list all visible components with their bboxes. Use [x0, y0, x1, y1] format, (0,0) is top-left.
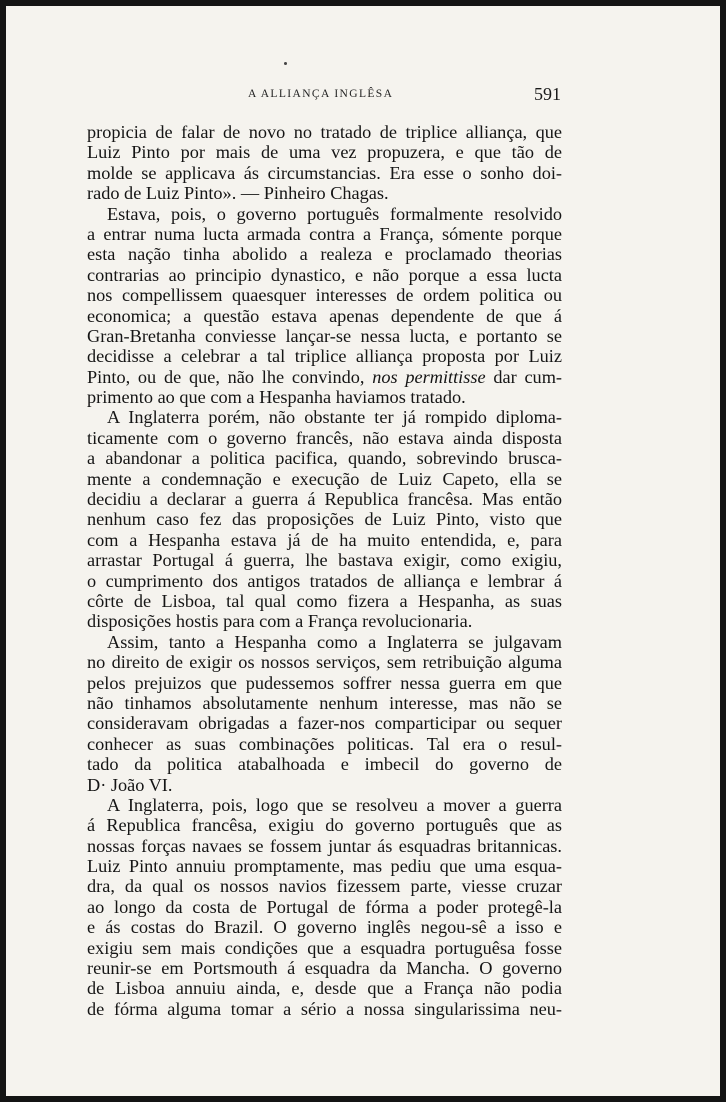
text-line: pelos prejuizos que pudessemos soffrer nessa guerra em que: [87, 672, 562, 693]
text-line: a entrar numa lucta armada contra a França, sómente porque: [87, 223, 562, 244]
text-line: Luiz Pinto por mais de uma vez propuzera, e que tão de: [87, 142, 562, 163]
text-line: A Inglaterra porém, não obstante ter já rompido diploma-: [107, 407, 562, 428]
text-line: exigiu sem mais condições que a esquadra portuguêsa fosse: [87, 937, 562, 958]
text-line: conhecer as suas combinações politicas. Tal era o resul-: [87, 733, 562, 754]
ink-speck: [284, 62, 287, 65]
text-line: Pinto, ou de que, não lhe convindo, nos permittisse dar cum-: [87, 366, 562, 387]
text-line: e ás costas do Brazil. O governo inglês negou-sê a isso e: [87, 917, 562, 938]
text-line: nossas forças navaes se fossem juntar ás esquadras britannicas.: [87, 835, 562, 856]
book-page: [6, 6, 720, 1096]
text-line: disposições hostis para com a França revolucionaria.: [87, 611, 473, 632]
text-line: propicia de falar de novo no tratado de triplice alliança, que: [87, 122, 562, 142]
text-line: a abandonar a politica pacifica, quando, sobrevindo brusca-: [87, 448, 562, 469]
running-title: A ALLIANÇA INGLÊSA: [248, 88, 394, 100]
text-line: Assim, tanto a Hespanha como a Inglaterra se julgavam: [107, 631, 562, 652]
text-line: nos compellissem quaesquer interesses de ordem politica ou: [87, 285, 562, 306]
page-number: 591: [534, 84, 561, 104]
text-line: Estava, pois, o governo português formalmente resolvido: [107, 203, 562, 224]
text-line: ticamente com o governo francês, não estava ainda disposta: [87, 427, 562, 448]
text-line: com a Hespanha estava já de ha muito entendida, e, para: [87, 529, 562, 550]
text-line: mente a condemnação e execução de Luiz Capeto, ella se: [87, 468, 562, 489]
text-line: primento ao que com a Hespanha haviamos tratado.: [87, 387, 466, 408]
text-line: côrte de Lisboa, tal qual como fizera a Hespanha, as suas: [87, 590, 562, 611]
text-line: tado da politica atabalhoada e imbecil do governo de: [87, 754, 562, 775]
text-line: contrarias ao principio dynastico, e não porque a essa lucta: [87, 264, 562, 285]
text-line: economica; a questão estava apenas dependente de que á: [87, 305, 562, 326]
text-line: ao longo da costa de Portugal de fórma a poder protegê-la: [87, 896, 562, 917]
text-line: de fórma alguma tomar a sério a nossa singularissima neu-: [87, 998, 562, 1019]
text-line: consideravam obrigadas a fazer-nos comparticipar ou sequer: [87, 713, 562, 734]
page-header: [6, 84, 720, 108]
text-line: decidisse a celebrar a tal triplice alliança proposta por Luiz: [87, 346, 562, 367]
text-line: rado de Luiz Pinto». — Pinheiro Chagas.: [87, 183, 389, 204]
text-line: de Lisboa annuiu ainda, e, desde que a França não podia: [87, 978, 562, 999]
text-line: reunir-se em Portsmouth á esquadra da Mancha. O governo: [87, 958, 562, 979]
text-line: A Inglaterra, pois, logo que se resolveu a mover a guerra: [107, 794, 562, 815]
body-text: [87, 122, 562, 1019]
text-line: não tinhamos absolutamente nenhum interesse, mas não se: [87, 692, 562, 713]
text-line: D· João VI.: [87, 774, 173, 795]
text-line: Luiz Pinto annuiu promptamente, mas pediu que uma esqua-: [87, 856, 562, 877]
text-line: nenhum caso fez das proposições de Luiz Pinto, visto que: [87, 509, 562, 530]
text-line: á Republica francêsa, exigiu do governo português que as: [87, 815, 562, 836]
text-line: esta nação tinha abolido a realeza e proclamado theorias: [87, 244, 562, 265]
text-line: dra, da qual os nossos navios fizessem parte, viesse cruzar: [87, 876, 562, 897]
text-line: decidiu a declarar a guerra á Republica francêsa. Mas então: [87, 489, 562, 510]
text-line: no direito de exigir os nossos serviços, sem retribuição alguma: [87, 652, 562, 673]
text-line: arrastar Portugal á guerra, lhe bastava exigir, como exigiu,: [87, 550, 562, 571]
text-line: Gran-Bretanha conviesse lançar-se nessa lucta, e portanto se: [87, 325, 562, 346]
text-line: o cumprimento dos antigos tratados de alliança e lembrar á: [87, 570, 562, 591]
text-line: molde se applicava ás circumstancias. Era esse o sonho doi-: [87, 162, 562, 183]
